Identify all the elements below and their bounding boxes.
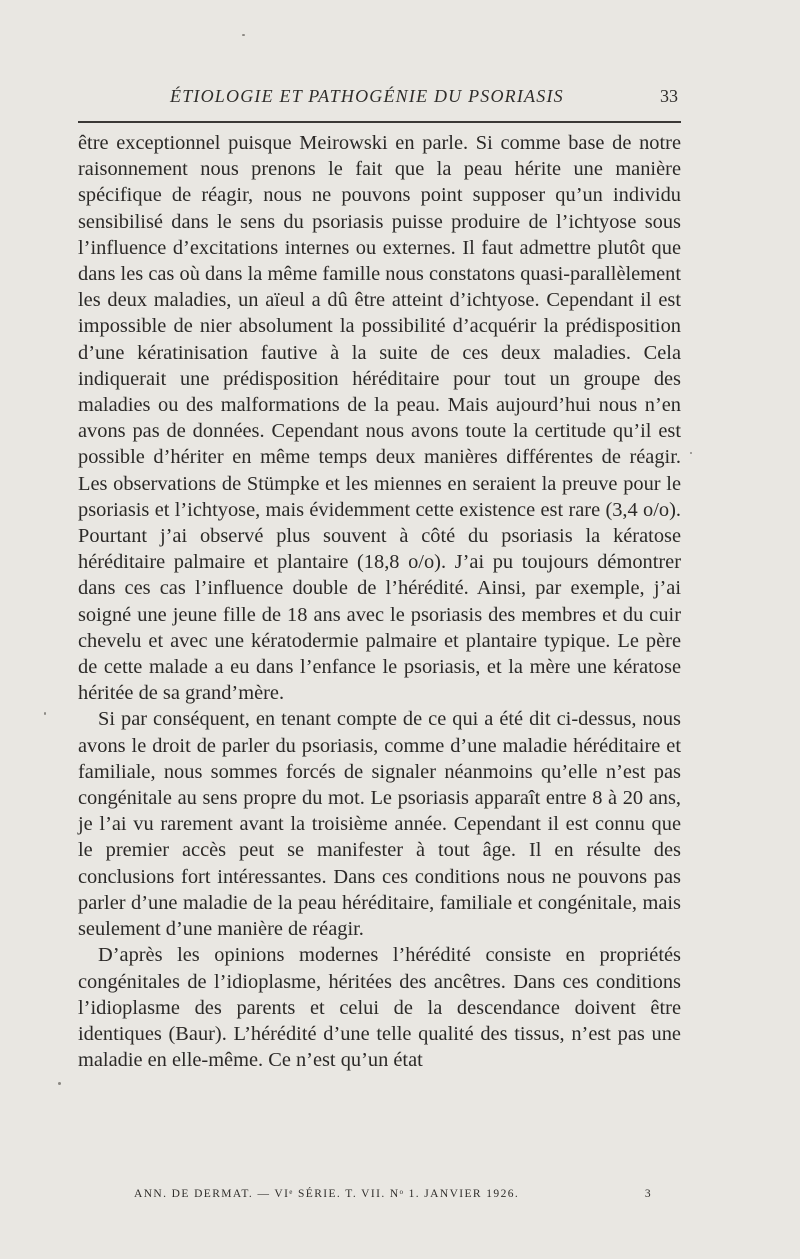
paragraph-2: Si par conséquent, en tenant compte de ce qui a été dit ci-dessus, nous avons le droit de parler du psoriasis, comme d’une maladie héréditaire et familiale, nous sommes forcés de signaler néanmoins qu’elle n’est pas congénitale au sens propre du mot. Le psoriasis apparaît entre 8 à 20 ans, je l’ai vu rarement avant la troisième année. Cependant il est connu que le premier accès peut se manifester à tout âge. Il en résulte des conclusions fort intéressantes. Dans ces conditions nous ne pouvons pas parler d’une maladie de la peau héréditaire, familiale et congénitale, mais seulement d’une manière de réagir.: [78, 708, 681, 941]
scan-speck: [690, 452, 692, 454]
page-footer: [78, 1188, 681, 1206]
scan-speck: [58, 1082, 61, 1085]
paragraph-3: D’après les opinions modernes l’hérédité consiste en propriétés congénitales de l’idioplasme, héritées des ancêtres. Dans ces conditions l’idioplasme des parents et celui de la descendance doivent être identiques (Baur). L’hérédité d’une telle qualité des tissus, n’est pas une maladie en elle-même. Ce n’est qu’un état: [78, 944, 681, 1072]
running-head: [78, 86, 682, 110]
body-text: [78, 130, 681, 1073]
footer-journal-line: ANN. DE DERMAT. — VIᵉ SÉRIE. T. VII. Nᵒ 1. JANVIER 1926.: [134, 1188, 520, 1200]
scan-speck: [44, 712, 46, 715]
paragraph-1: être exceptionnel puisque Meirowski en parle. Si comme base de notre raisonnement nous prenons le fait que la peau hérite une manière spécifique de réagir, nous ne pouvons point supposer qu’un individu sensibilisé dans le sens du psoriasis puisse produire de l’ichtyose sous l’influence d’excitations internes ou externes. Il faut admettre plutôt que dans les cas où dans la même famille nous constatons quasi-parallèlement les deux maladies, un aïeul a dû être atteint d’ichtyose. Cependant il est impossible de nier absolument la possibilité d’acquérir la prédisposition d’une kératinisation fautive à la suite de ces deux maladies. Cela indiquerait une prédisposition héréditaire pour tout un groupe des maladies ou des malformations de la peau. Mais aujourd’hui nous n’en avons pas de données. Cependant nous avons toute la certitude qu’il est possible d’hériter en même temps deux manières différentes de réagir. Les observations de Stümpke et les miennes en seraient la preuve pour le psoriasis et l’ichtyose, mais évidemment cette existence est rare (3,4 o/o). Pourtant j’ai observé plus souvent à côté du psoriasis la kératose héréditaire palmaire et plantaire (18,8 o/o). J’ai pu toujours démontrer dans ces cas l’influence double de l’hérédité. Ainsi, par exemple, j’ai soigné une jeune fille de 18 ans avec le psoriasis des membres et du cuir chevelu et avec une kératodermie palmaire et plantaire typique. Le père de cette malade a eu dans l’enfance le psoriasis, et la mère une kératose héritée de sa grand’mère.: [78, 132, 681, 705]
running-title: ÉTIOLOGIE ET PATHOGÉNIE DU PSORIASIS: [170, 86, 564, 106]
header-rule: [78, 121, 681, 123]
footer-sheet-number: 3: [644, 1188, 652, 1200]
scan-speck: [242, 34, 245, 36]
page-number: 33: [660, 86, 678, 106]
